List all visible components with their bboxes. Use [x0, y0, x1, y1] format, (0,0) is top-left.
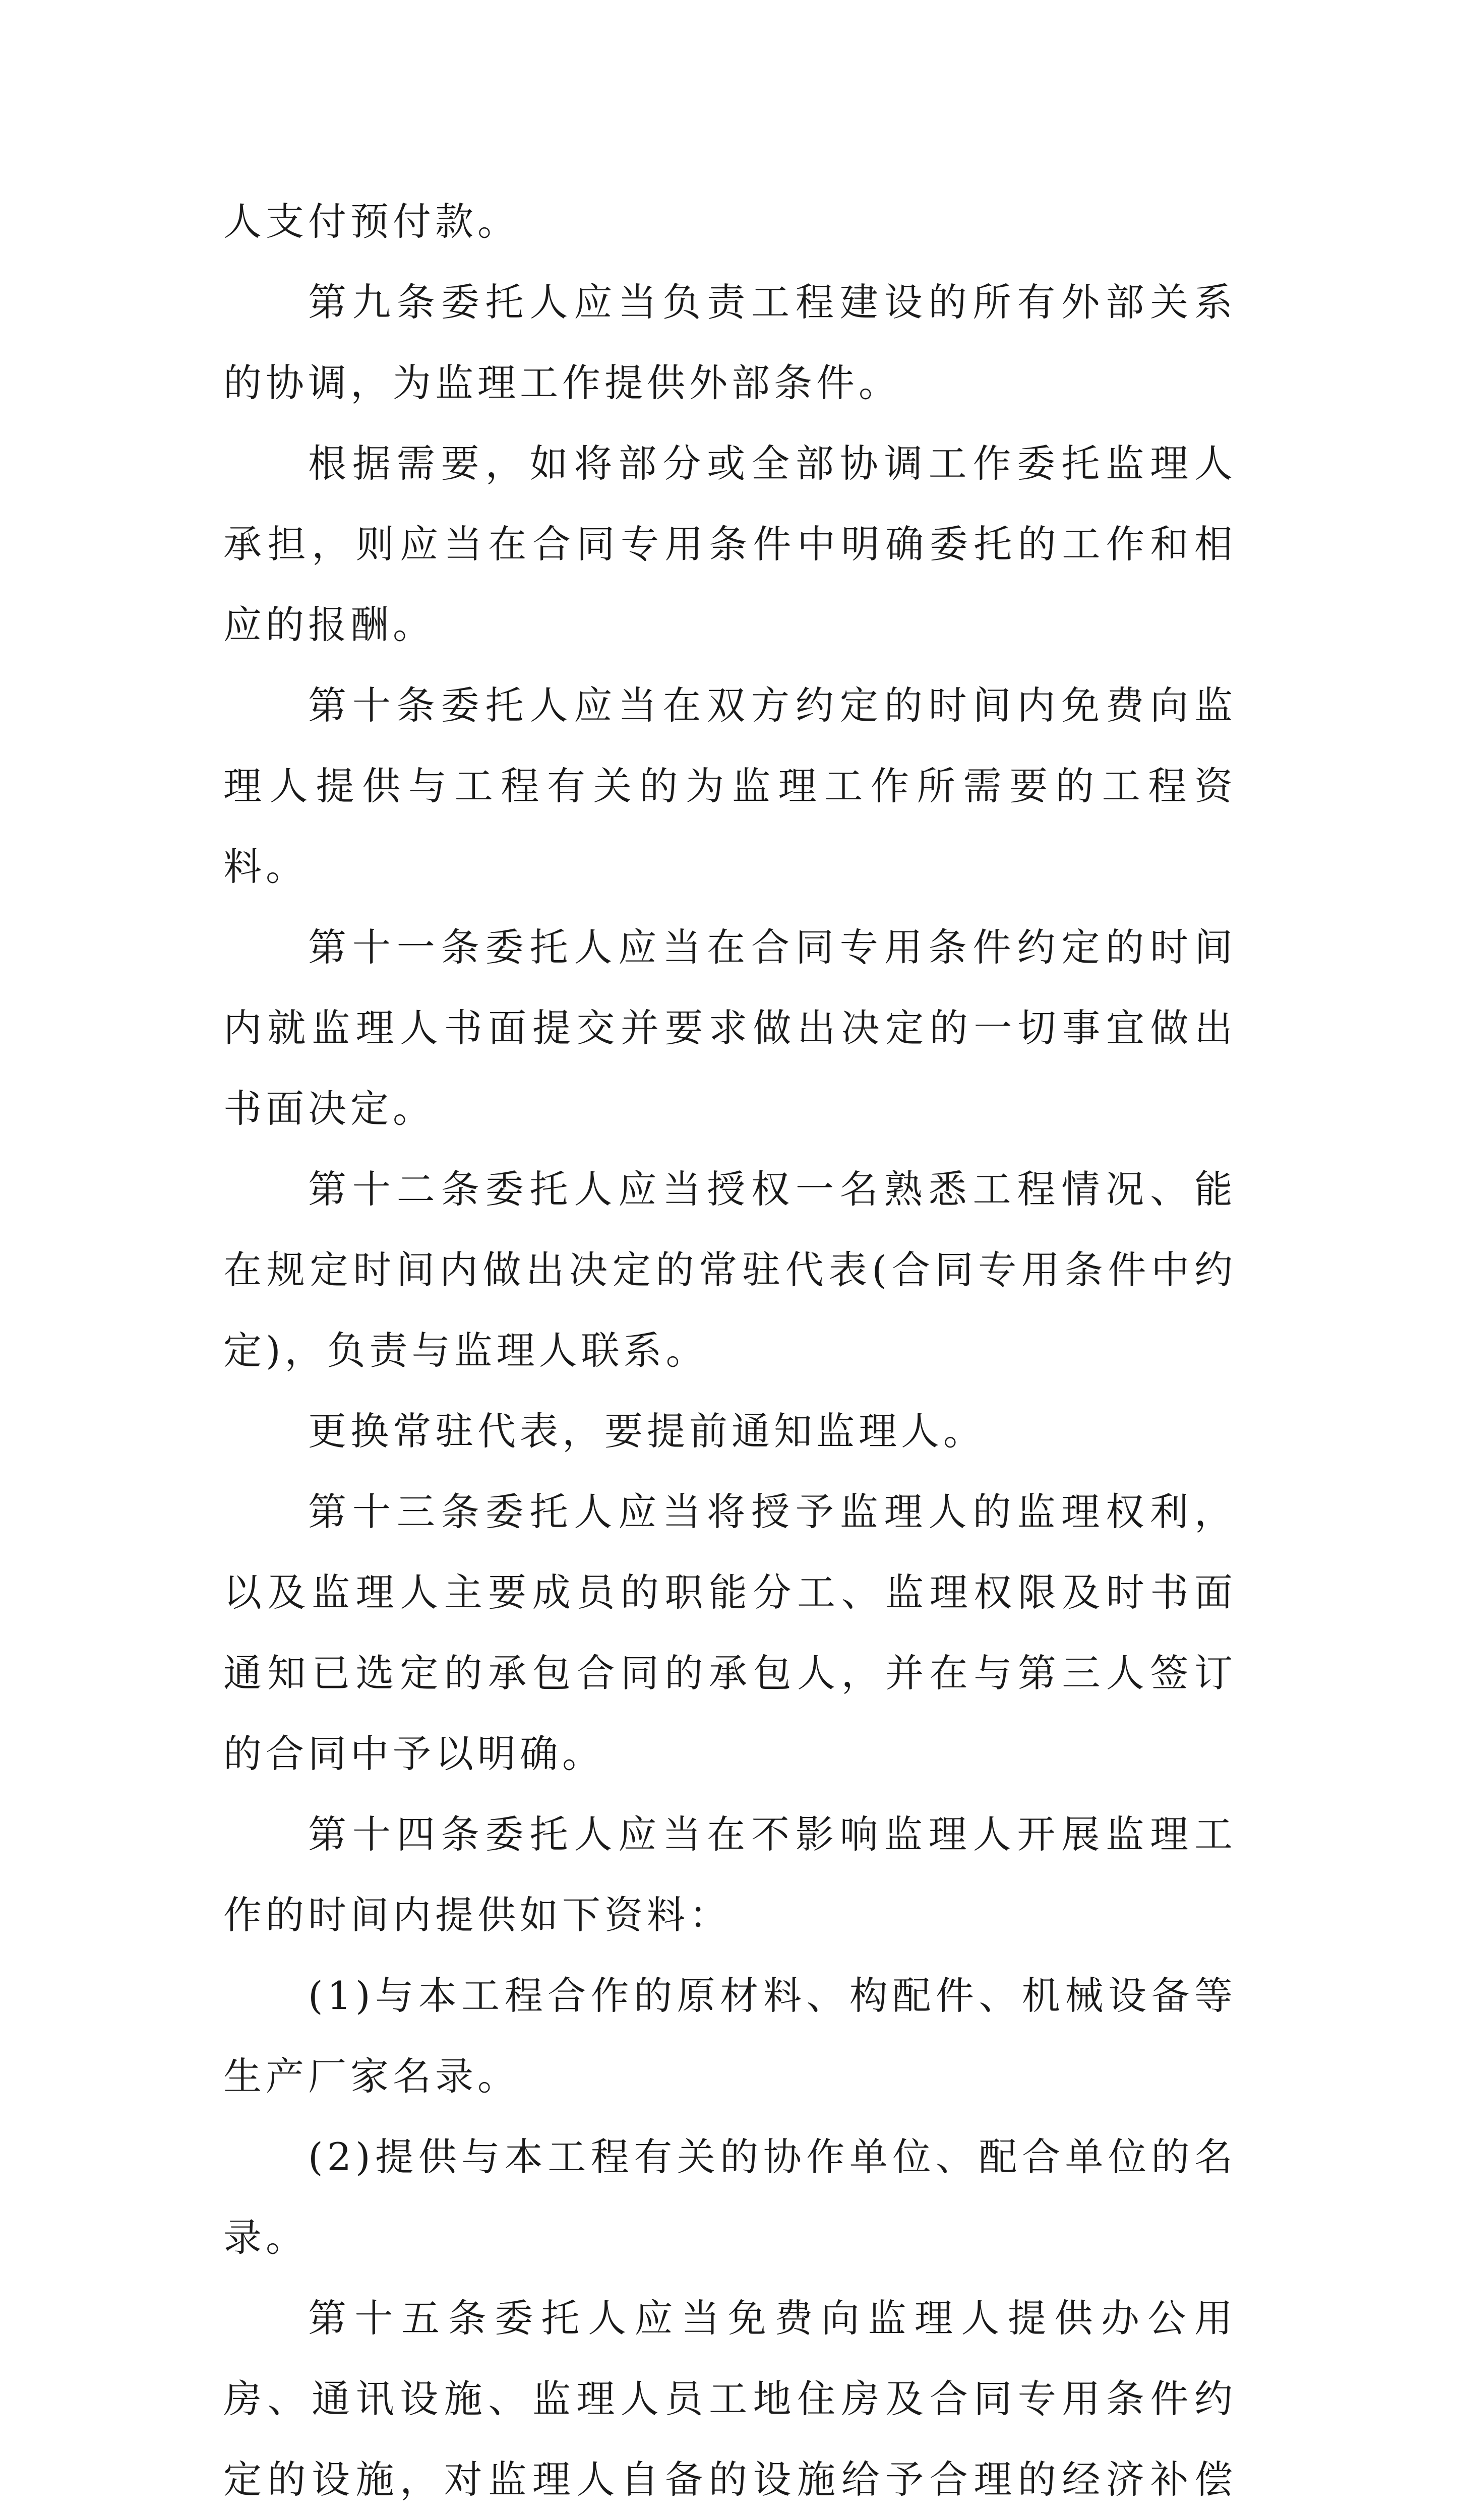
- paragraph-article-10: 第十条委托人应当在双方约定的时间内免费向监理人提供与工程有关的为监理工作所需要的工程资料。: [223, 683, 1237, 889]
- paragraph-coordination: 根据需要，如将部分或全部协调工作委托监理人承担，则应当在合同专用条件中明确委托的工作和相应的报酬。: [223, 441, 1237, 647]
- paragraph-item-1: (1)与本工程合作的原材料、构配件、机械设备等生产厂家名录。: [223, 1973, 1237, 2099]
- paragraph-article-13: 第十三条委托人应当将授予监理人的监理权利，以及监理人主要成员的职能分工、监理权限及时书面通知已选定的承包合同的承包人，并在与第三人签订的合同中予以明确。: [223, 1489, 1237, 1776]
- paragraph-item-2: (2)提供与本工程有关的协作单位、配合单位的名录。: [223, 2134, 1237, 2260]
- paragraph-article-12: 第十二条委托人应当授权一名熟悉工程情况、能在规定时间内做出决定的常驻代表(合同专用条件中约定)，负责与监理人联系。: [223, 1167, 1237, 1373]
- paragraph-article-14: 第十四条委托人应当在不影响监理人开展监理工作的时间内提供如下资料：: [223, 1812, 1237, 1937]
- paragraph-1: 人支付预付款。: [223, 199, 520, 244]
- paragraph-article-15: 第十五条委托人应当免费向监理人提供办公用房、通讯设施、监理人员工地住房及合同专用条件约定的设施，对监理人自备的设施给予合理的经济补偿: [223, 2296, 1237, 2502]
- document-body: [223, 181, 1237, 2520]
- paragraph-representative-change: 更换常驻代表，要提前通知监理人。: [308, 1409, 986, 1454]
- paragraph-article-11: 第十一条委托人应当在合同专用条件约定的时间内就监理人书面提交并要求做出决定的一切事宜做出书面决定。: [223, 925, 1237, 1131]
- paragraph-article-9: 第九条委托人应当负责工程建设的所有外部关系的协调，为监理工作提供外部条件。: [223, 280, 1237, 405]
